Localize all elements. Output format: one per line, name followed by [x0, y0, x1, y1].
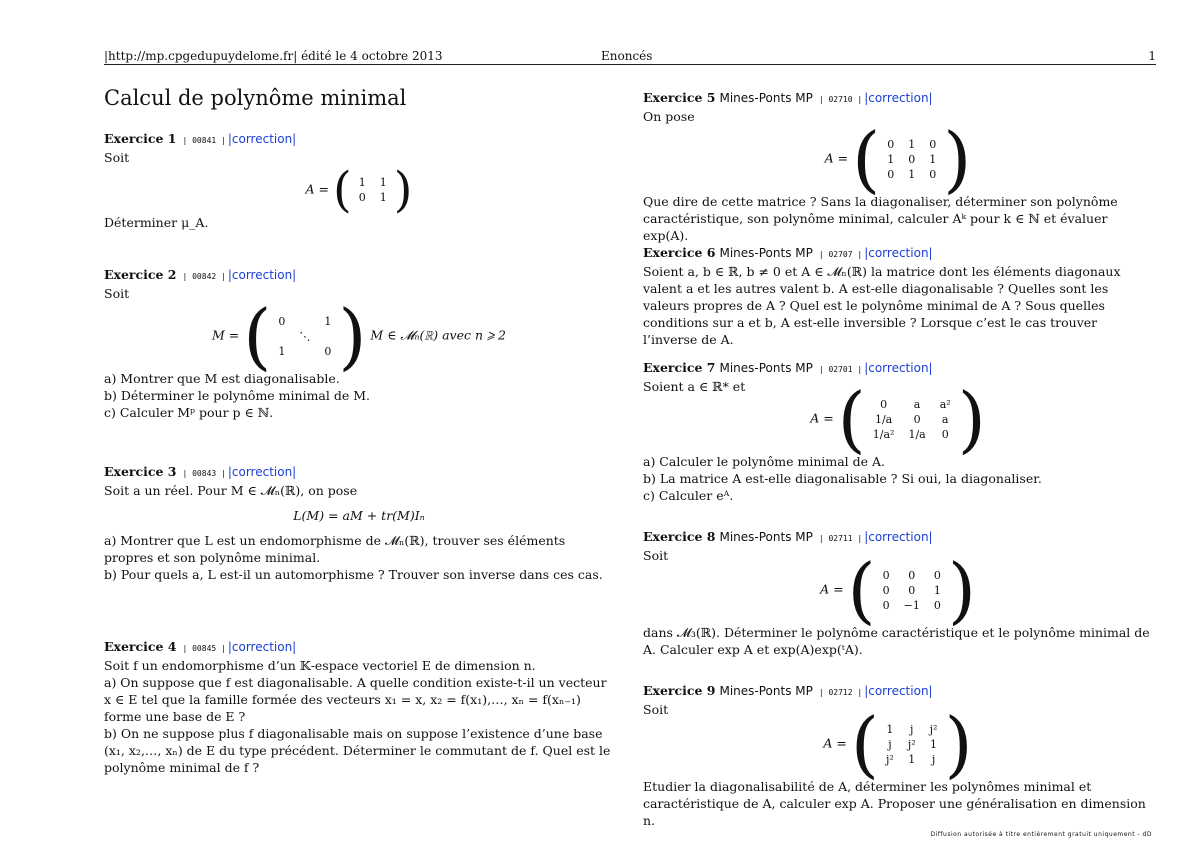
- correction-link[interactable]: |correction|: [864, 246, 933, 260]
- exercise-source: Mines-Ponts MP: [719, 246, 813, 260]
- matrix-cell: 0: [929, 167, 937, 181]
- exercise-text: Soit: [643, 548, 669, 563]
- page-footer: Diffusion autorisée à titre entièrement gratuit uniquement - dD: [930, 831, 1152, 838]
- matrix-row: [866, 412, 958, 427]
- formula: L(M) = aM + tr(M)Iₙ: [293, 508, 425, 523]
- exercise-label: Exercice 5: [643, 90, 716, 105]
- exercise-code: | 00842 |: [182, 272, 226, 281]
- matrix-row: [876, 583, 948, 598]
- exercise-code: | 02701 |: [818, 365, 863, 374]
- exercise-text: b) Pour quels a, L est-il un automorphisme ? Trouver son inverse dans ces cas.: [104, 567, 603, 582]
- matrix-cell: 1: [379, 176, 387, 189]
- matrix-cell: 0: [882, 583, 890, 597]
- exercise-text: On pose: [643, 109, 695, 124]
- exercise-code: | 00843 |: [182, 469, 226, 478]
- exercise-label: Exercice 3: [104, 464, 177, 479]
- matrix-cell: 1: [379, 191, 387, 204]
- matrix-row: [879, 752, 944, 767]
- header-section: Enoncés: [601, 49, 653, 63]
- matrix-cell: j: [910, 722, 914, 736]
- matrix-cell: j²: [907, 737, 916, 751]
- exercise-text: a) On suppose que f est diagonalisable. A quelle condition existe-t-il un vecteur x ∈ E tel que la famille formée des vecteurs x₁ = x, x₂ = f(x₁),…, xₙ = f(xₙ₋₁) forme une base de E ?: [104, 675, 607, 724]
- exercise-label: Exercice 1: [104, 131, 177, 146]
- matrix-cell: 1: [908, 752, 916, 766]
- correction-link[interactable]: |correction|: [864, 530, 933, 544]
- exercise-text: c) Calculer Mᵖ pour p ∈ ℕ.: [104, 405, 274, 420]
- matrix-row: [352, 190, 394, 205]
- exercise-text: b) On ne suppose plus f diagonalisable mais on suppose l’existence d’une base (x₁, x₂,…, xₙ) de E du type précédent. Déterminer le commutant de f. Quel est le polynôme minimal de f ?: [104, 726, 611, 775]
- matrix-cell: 0: [278, 314, 286, 328]
- matrix-cell: 1: [930, 737, 938, 751]
- matrix-cell: 1/a: [908, 427, 926, 441]
- matrix-cell: 0: [908, 583, 916, 597]
- matrix: [866, 397, 958, 442]
- exercise-9: [643, 682, 1153, 829]
- correction-link[interactable]: |correction|: [227, 465, 297, 479]
- exercise-3: [104, 463, 614, 583]
- exercise-text: Soit: [643, 702, 669, 717]
- matrix-cell: 1: [358, 176, 366, 189]
- exercise-text: a) Montrer que M est diagonalisable.: [104, 371, 340, 386]
- exercise-text: b) Déterminer le polynôme minimal de M.: [104, 388, 370, 403]
- exercise-code: | 00845 |: [182, 644, 226, 653]
- matrix-equation: A = ( 1 1 0 1 ): [305, 162, 413, 218]
- matrix-cell: 1/a²: [872, 427, 895, 441]
- matrix-cell: a: [941, 412, 949, 426]
- exercise-label: Exercice 7: [643, 360, 716, 375]
- exercise-label: Exercice 9: [643, 683, 716, 698]
- exercise-text: a) Montrer que L est un endomorphisme de 𝓜ₙ(ℝ), trouver ses éléments propres et son polynôme minimal.: [104, 533, 566, 565]
- matrix-row: [866, 427, 958, 442]
- exercise-text: Soit a un réel. Pour M ∈ 𝓜ₙ(ℝ), on pose: [104, 483, 358, 498]
- matrix-cell: ⋱: [299, 329, 311, 343]
- matrix-row: [880, 152, 943, 167]
- matrix-equation: A = ( 1 j j² j j² 1 j² 1 j ): [823, 702, 973, 786]
- header-page-number: 1: [1148, 49, 1156, 63]
- exercise-text: Soit f un endomorphisme d’un 𝕂-espace vectoriel E de dimension n.: [104, 658, 536, 673]
- matrix-cell: 1: [887, 152, 895, 166]
- matrix: [880, 137, 943, 182]
- matrix-cell: a: [913, 397, 921, 411]
- matrix-cell: j²: [929, 722, 938, 736]
- exercise-7: [643, 359, 1153, 504]
- matrix-cell: j: [888, 737, 892, 751]
- correction-link[interactable]: |correction|: [227, 640, 297, 654]
- matrix-cell: 0: [908, 568, 916, 582]
- exercise-code: | 00841 |: [182, 136, 226, 145]
- matrix-row: [879, 722, 944, 737]
- matrix-cell: j: [931, 752, 936, 766]
- exercise-source: Mines-Ponts MP: [719, 530, 813, 544]
- exercise-label: Exercice 8: [643, 529, 716, 544]
- matrix-row: [876, 568, 948, 583]
- exercise-header: [104, 266, 614, 285]
- matrix-cell: a²: [939, 397, 951, 411]
- exercise-text: Que dire de cette matrice ? Sans la diagonaliser, déterminer son polynôme caractéristique, son polynôme minimal, calculer Aᵏ pour k ∈ ℕ et évaluer exp(A).: [643, 194, 1118, 243]
- matrix-cell: 0: [358, 191, 366, 204]
- exercise-code: | 02710 |: [818, 95, 863, 104]
- exercise-header: [104, 130, 614, 149]
- correction-link[interactable]: |correction|: [864, 91, 933, 105]
- exercise-header: [643, 682, 1153, 701]
- exercise-1: [104, 130, 614, 231]
- matrix-cell: 1: [324, 314, 332, 328]
- matrix-cell: 0: [882, 568, 890, 582]
- exercise-source: Mines-Ponts MP: [719, 361, 813, 375]
- matrix-lhs: A =: [824, 150, 849, 166]
- correction-link[interactable]: |correction|: [227, 132, 297, 146]
- exercise-source: Mines-Ponts MP: [719, 684, 813, 698]
- matrix-lhs: A =: [810, 410, 834, 426]
- matrix-cell: [271, 329, 292, 344]
- exercise-header: [104, 638, 614, 657]
- exercise-code: | 02712 |: [818, 688, 863, 697]
- exercise-label: Exercice 4: [104, 639, 177, 654]
- exercise-header: [104, 463, 614, 482]
- matrix-cell: j²: [885, 752, 894, 766]
- matrix: [271, 314, 338, 359]
- exercise-header: [643, 244, 1153, 263]
- matrix: [352, 175, 394, 205]
- matrix-equation: M = ( 0 1 ⋱ 1 0 ) M ∈ 𝓜ₙ(ℝ) avec n ⩾ 2: [212, 294, 506, 378]
- correction-link[interactable]: |correction|: [864, 684, 933, 698]
- exercise-text: a) Calculer le polynôme minimal de A.: [643, 454, 886, 469]
- exercise-source: Mines-Ponts MP: [719, 91, 813, 105]
- exercise-5: [643, 89, 1153, 244]
- matrix-cell: 0: [887, 137, 895, 151]
- matrix-equation: A = ( 0 1 0 1 0 1 0 1 0 ): [824, 117, 972, 201]
- exercise-code: | 02707 |: [818, 250, 863, 259]
- page-title: Calcul de polynôme minimal: [104, 86, 407, 110]
- exercise-text: Soit: [104, 150, 130, 165]
- exercise-6: [643, 244, 1153, 348]
- matrix-row: [352, 175, 394, 190]
- matrix-cell: 1: [908, 167, 916, 181]
- matrix-condition: M ∈ 𝓜ₙ(ℝ) avec n ⩾ 2: [370, 327, 506, 343]
- matrix-cell: 0: [941, 427, 949, 441]
- matrix-cell: 0: [933, 568, 941, 582]
- matrix-cell: 1: [908, 137, 916, 151]
- exercise-label: Exercice 2: [104, 267, 177, 282]
- exercise-8: [643, 528, 1153, 658]
- exercise-text: c) Calculer eᴬ.: [643, 488, 734, 503]
- matrix-lhs: A =: [820, 581, 844, 597]
- exercise-2: [104, 266, 614, 421]
- matrix-row: [271, 314, 338, 329]
- exercise-4: [104, 638, 614, 776]
- matrix-cell: 1: [933, 583, 941, 597]
- matrix-row: [879, 737, 944, 752]
- matrix-row: [876, 598, 948, 613]
- matrix-cell: [317, 329, 338, 344]
- correction-link[interactable]: |correction|: [227, 268, 297, 282]
- matrix-row: [271, 329, 338, 344]
- matrix-cell: 0: [880, 397, 888, 411]
- exercise-text: Soient a, b ∈ ℝ, b ≠ 0 et A ∈ 𝓜ₙ(ℝ) la matrice dont les éléments diagonaux valent a et les autres valent b. A est-elle diagonalisable ? Quelles sont les valeurs propres de A ? Quel est le polynôme minimal de A ? Sous quelles conditions sur a et b, A est-elle inversible ? Lorsque c’est le cas trouver l’inverse de A.: [643, 264, 1121, 347]
- exercise-text: dans 𝓜₃(ℝ). Déterminer le polynôme caractéristique et le polynôme minimal de A. Calculer exp A et exp(A)exp(ᵗA).: [643, 625, 1150, 657]
- matrix-cell: −1: [903, 598, 920, 612]
- matrix-cell: 0: [908, 152, 916, 166]
- matrix-cell: 1: [886, 722, 894, 736]
- exercise-text: Soient a ∈ ℝ* et: [643, 379, 746, 394]
- matrix-cell: 0: [324, 344, 332, 358]
- matrix-lhs: A =: [823, 735, 847, 751]
- matrix-cell: 0: [929, 137, 937, 151]
- exercise-text: Déterminer μ_A.: [104, 215, 209, 230]
- matrix-cell: 0: [933, 598, 941, 612]
- matrix-cell: 0: [887, 167, 895, 181]
- matrix-cell: [292, 314, 317, 329]
- matrix-cell: 1/a: [874, 412, 893, 426]
- matrix-equation: A = ( 0 a a² 1/a 0 a 1/a² 1/a 0 ): [810, 377, 986, 461]
- exercise-text: Etudier la diagonalisabilité de A, déterminer les polynômes minimal et caractéristique de A, calculer exp A. Proposer une généralisation en dimension n.: [643, 779, 1146, 828]
- exercise-code: | 02711 |: [818, 534, 863, 543]
- matrix-row: [271, 344, 338, 359]
- exercise-header: [643, 528, 1153, 547]
- matrix-row: [880, 137, 943, 152]
- exercise-text: b) La matrice A est-elle diagonalisable ? Si oui, la diagonaliser.: [643, 471, 1042, 486]
- matrix: [876, 568, 948, 613]
- matrix-cell: 1: [278, 344, 286, 358]
- matrix-row: [866, 397, 958, 412]
- exercise-text: Soit: [104, 286, 130, 301]
- matrix-cell: [292, 344, 317, 359]
- exercise-header: [643, 359, 1153, 378]
- matrix-cell: 0: [913, 412, 921, 426]
- matrix-cell: 1: [929, 152, 937, 166]
- exercise-header: [643, 89, 1153, 108]
- correction-link[interactable]: |correction|: [864, 361, 933, 375]
- page-header: [104, 48, 1156, 65]
- exercise-label: Exercice 6: [643, 245, 716, 260]
- matrix: [879, 722, 944, 767]
- matrix-equation: A = ( 0 0 0 0 0 1 0 −1 0 ): [820, 548, 976, 632]
- matrix-row: [880, 167, 943, 182]
- matrix-cell: 0: [882, 598, 890, 612]
- header-source: |http://mp.cpgedupuydelome.fr| édité le 4 octobre 2013: [104, 49, 443, 63]
